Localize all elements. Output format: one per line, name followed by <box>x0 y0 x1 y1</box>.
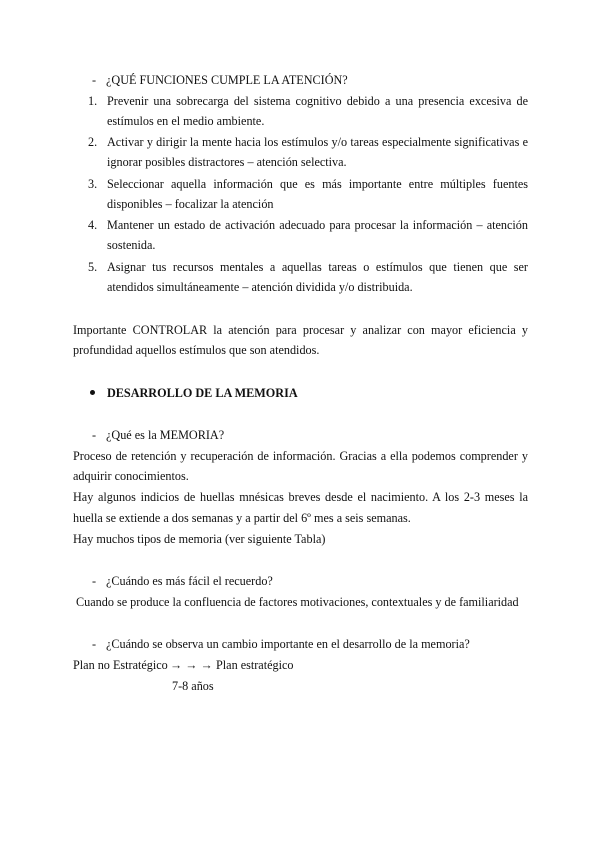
list-item-text: atendidos simultáneamente – atención dividida y/o distribuida. <box>107 280 413 294</box>
list-item-text: disponibles – focalizar la atención <box>107 197 274 211</box>
list-item-text: Mantener un estado de activación adecuado para procesar la información – atención <box>107 218 528 232</box>
list-item-text: Seleccionar aquella información que es más importante entre múltiples fuentes <box>107 177 528 191</box>
question-text: ¿Cuándo es más fácil el recuerdo? <box>106 574 273 588</box>
paragraph-text: Importante CONTROLAR la atención para procesar y analizar con mayor eficiencia y <box>73 323 528 337</box>
paragraph-text: huella se extiende a dos semanas y a partir del 6º mes a seis semanas. <box>73 511 411 525</box>
list-number: 3. <box>88 177 98 191</box>
section-heading-memory: DESARROLLO DE LA MEMORIA <box>107 386 298 400</box>
list-dash: - <box>92 637 97 651</box>
list-item-text: Activar y dirigir la mente hacia los estímulos y/o tareas especialmente significativas e <box>107 135 528 149</box>
paragraph-text: Proceso de retención y recuperación de información. Gracias a ella podemos comprender y <box>73 449 528 463</box>
list-item-text: Asignar tus recursos mentales a aquellas tareas o estímulos que tienen que ser <box>107 260 528 274</box>
list-item-text: Prevenir una sobrecarga del sistema cognitivo debido a una presencia excesiva de <box>107 94 528 108</box>
list-item-text: estímulos en el medio ambiente. <box>107 114 265 128</box>
age-text: 7-8 años <box>172 679 214 693</box>
list-item-text: sostenida. <box>107 238 156 252</box>
list-number: 1. <box>88 94 98 108</box>
paragraph-text: Hay algunos indicios de huellas mnésicas breves desde el nacimiento. A los 2-3 meses la <box>73 490 528 504</box>
section-heading-attention: ¿QUÉ FUNCIONES CUMPLE LA ATENCIÓN? <box>106 73 348 87</box>
arrows-icon: → → → <box>170 658 213 672</box>
paragraph-text: Cuando se produce la confluencia de factores motivaciones, contextuales y de familiaridad <box>76 595 519 609</box>
plan-to-text: Plan estratégico <box>216 658 294 672</box>
question-text: ¿Cuándo se observa un cambio importante en el desarrollo de la memoria? <box>106 637 470 651</box>
list-number: 5. <box>88 260 98 274</box>
list-item-text: ignorar posibles distractores – atención selectiva. <box>107 155 347 169</box>
bullet-icon <box>90 390 95 395</box>
list-dash: - <box>92 73 97 87</box>
list-dash: - <box>92 574 97 588</box>
paragraph-text: adquirir conocimientos. <box>73 469 189 483</box>
question-text: ¿Qué es la MEMORIA? <box>106 428 225 442</box>
paragraph-text: profundidad aquellos estímulos que son atendidos. <box>73 343 320 357</box>
list-dash: - <box>92 428 97 442</box>
paragraph-text: Hay muchos tipos de memoria (ver siguiente Tabla) <box>73 532 326 546</box>
list-number: 4. <box>88 218 98 232</box>
plan-from-text: Plan no Estratégico <box>73 658 168 672</box>
list-number: 2. <box>88 135 98 149</box>
